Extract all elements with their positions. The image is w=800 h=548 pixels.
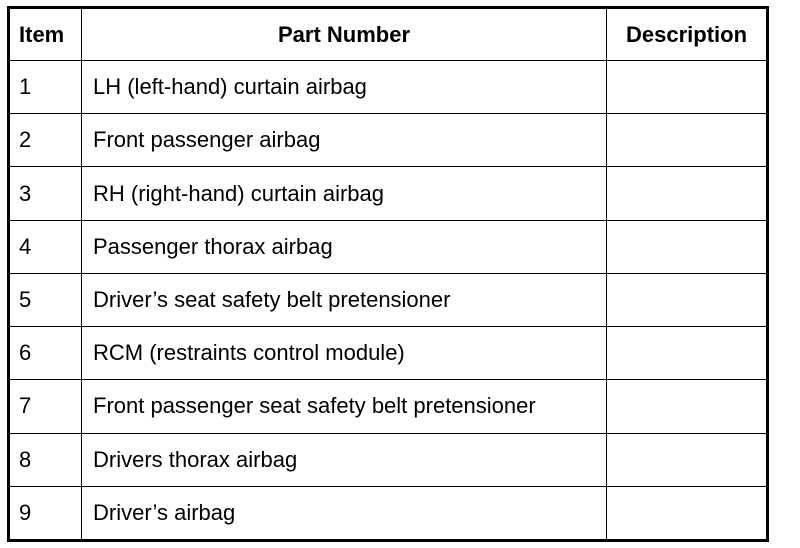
cell-description — [607, 380, 768, 433]
table-header-row — [9, 8, 768, 61]
cell-part-number: Front passenger airbag — [82, 114, 607, 167]
table-row — [9, 220, 768, 273]
table-row — [9, 327, 768, 380]
header-description: Description — [607, 8, 768, 61]
table-row — [9, 273, 768, 326]
table-row — [9, 114, 768, 167]
cell-part-number: Driver’s airbag — [82, 486, 607, 540]
cell-part-number: Drivers thorax airbag — [82, 433, 607, 486]
cell-description — [607, 220, 768, 273]
cell-item: 2 — [9, 114, 82, 167]
cell-item: 6 — [9, 327, 82, 380]
table-row — [9, 380, 768, 433]
header-item: Item — [9, 8, 82, 61]
cell-item: 7 — [9, 380, 82, 433]
cell-description — [607, 61, 768, 114]
table-row — [9, 486, 768, 540]
cell-part-number: Driver’s seat safety belt pretensioner — [82, 273, 607, 326]
cell-description — [607, 114, 768, 167]
cell-item: 5 — [9, 273, 82, 326]
cell-part-number: Passenger thorax airbag — [82, 220, 607, 273]
table-row — [9, 61, 768, 114]
cell-part-number: RH (right-hand) curtain airbag — [82, 167, 607, 220]
cell-description — [607, 167, 768, 220]
cell-part-number: RCM (restraints control module) — [82, 327, 607, 380]
cell-item: 9 — [9, 486, 82, 540]
cell-item: 1 — [9, 61, 82, 114]
table-row — [9, 433, 768, 486]
parts-table — [7, 6, 769, 542]
cell-part-number: Front passenger seat safety belt pretensioner — [82, 380, 607, 433]
cell-item: 3 — [9, 167, 82, 220]
cell-description — [607, 486, 768, 540]
cell-description — [607, 433, 768, 486]
header-part-number: Part Number — [82, 8, 607, 61]
cell-item: 8 — [9, 433, 82, 486]
cell-description — [607, 327, 768, 380]
cell-part-number: LH (left-hand) curtain airbag — [82, 61, 607, 114]
table-row — [9, 167, 768, 220]
cell-description — [607, 273, 768, 326]
cell-item: 4 — [9, 220, 82, 273]
